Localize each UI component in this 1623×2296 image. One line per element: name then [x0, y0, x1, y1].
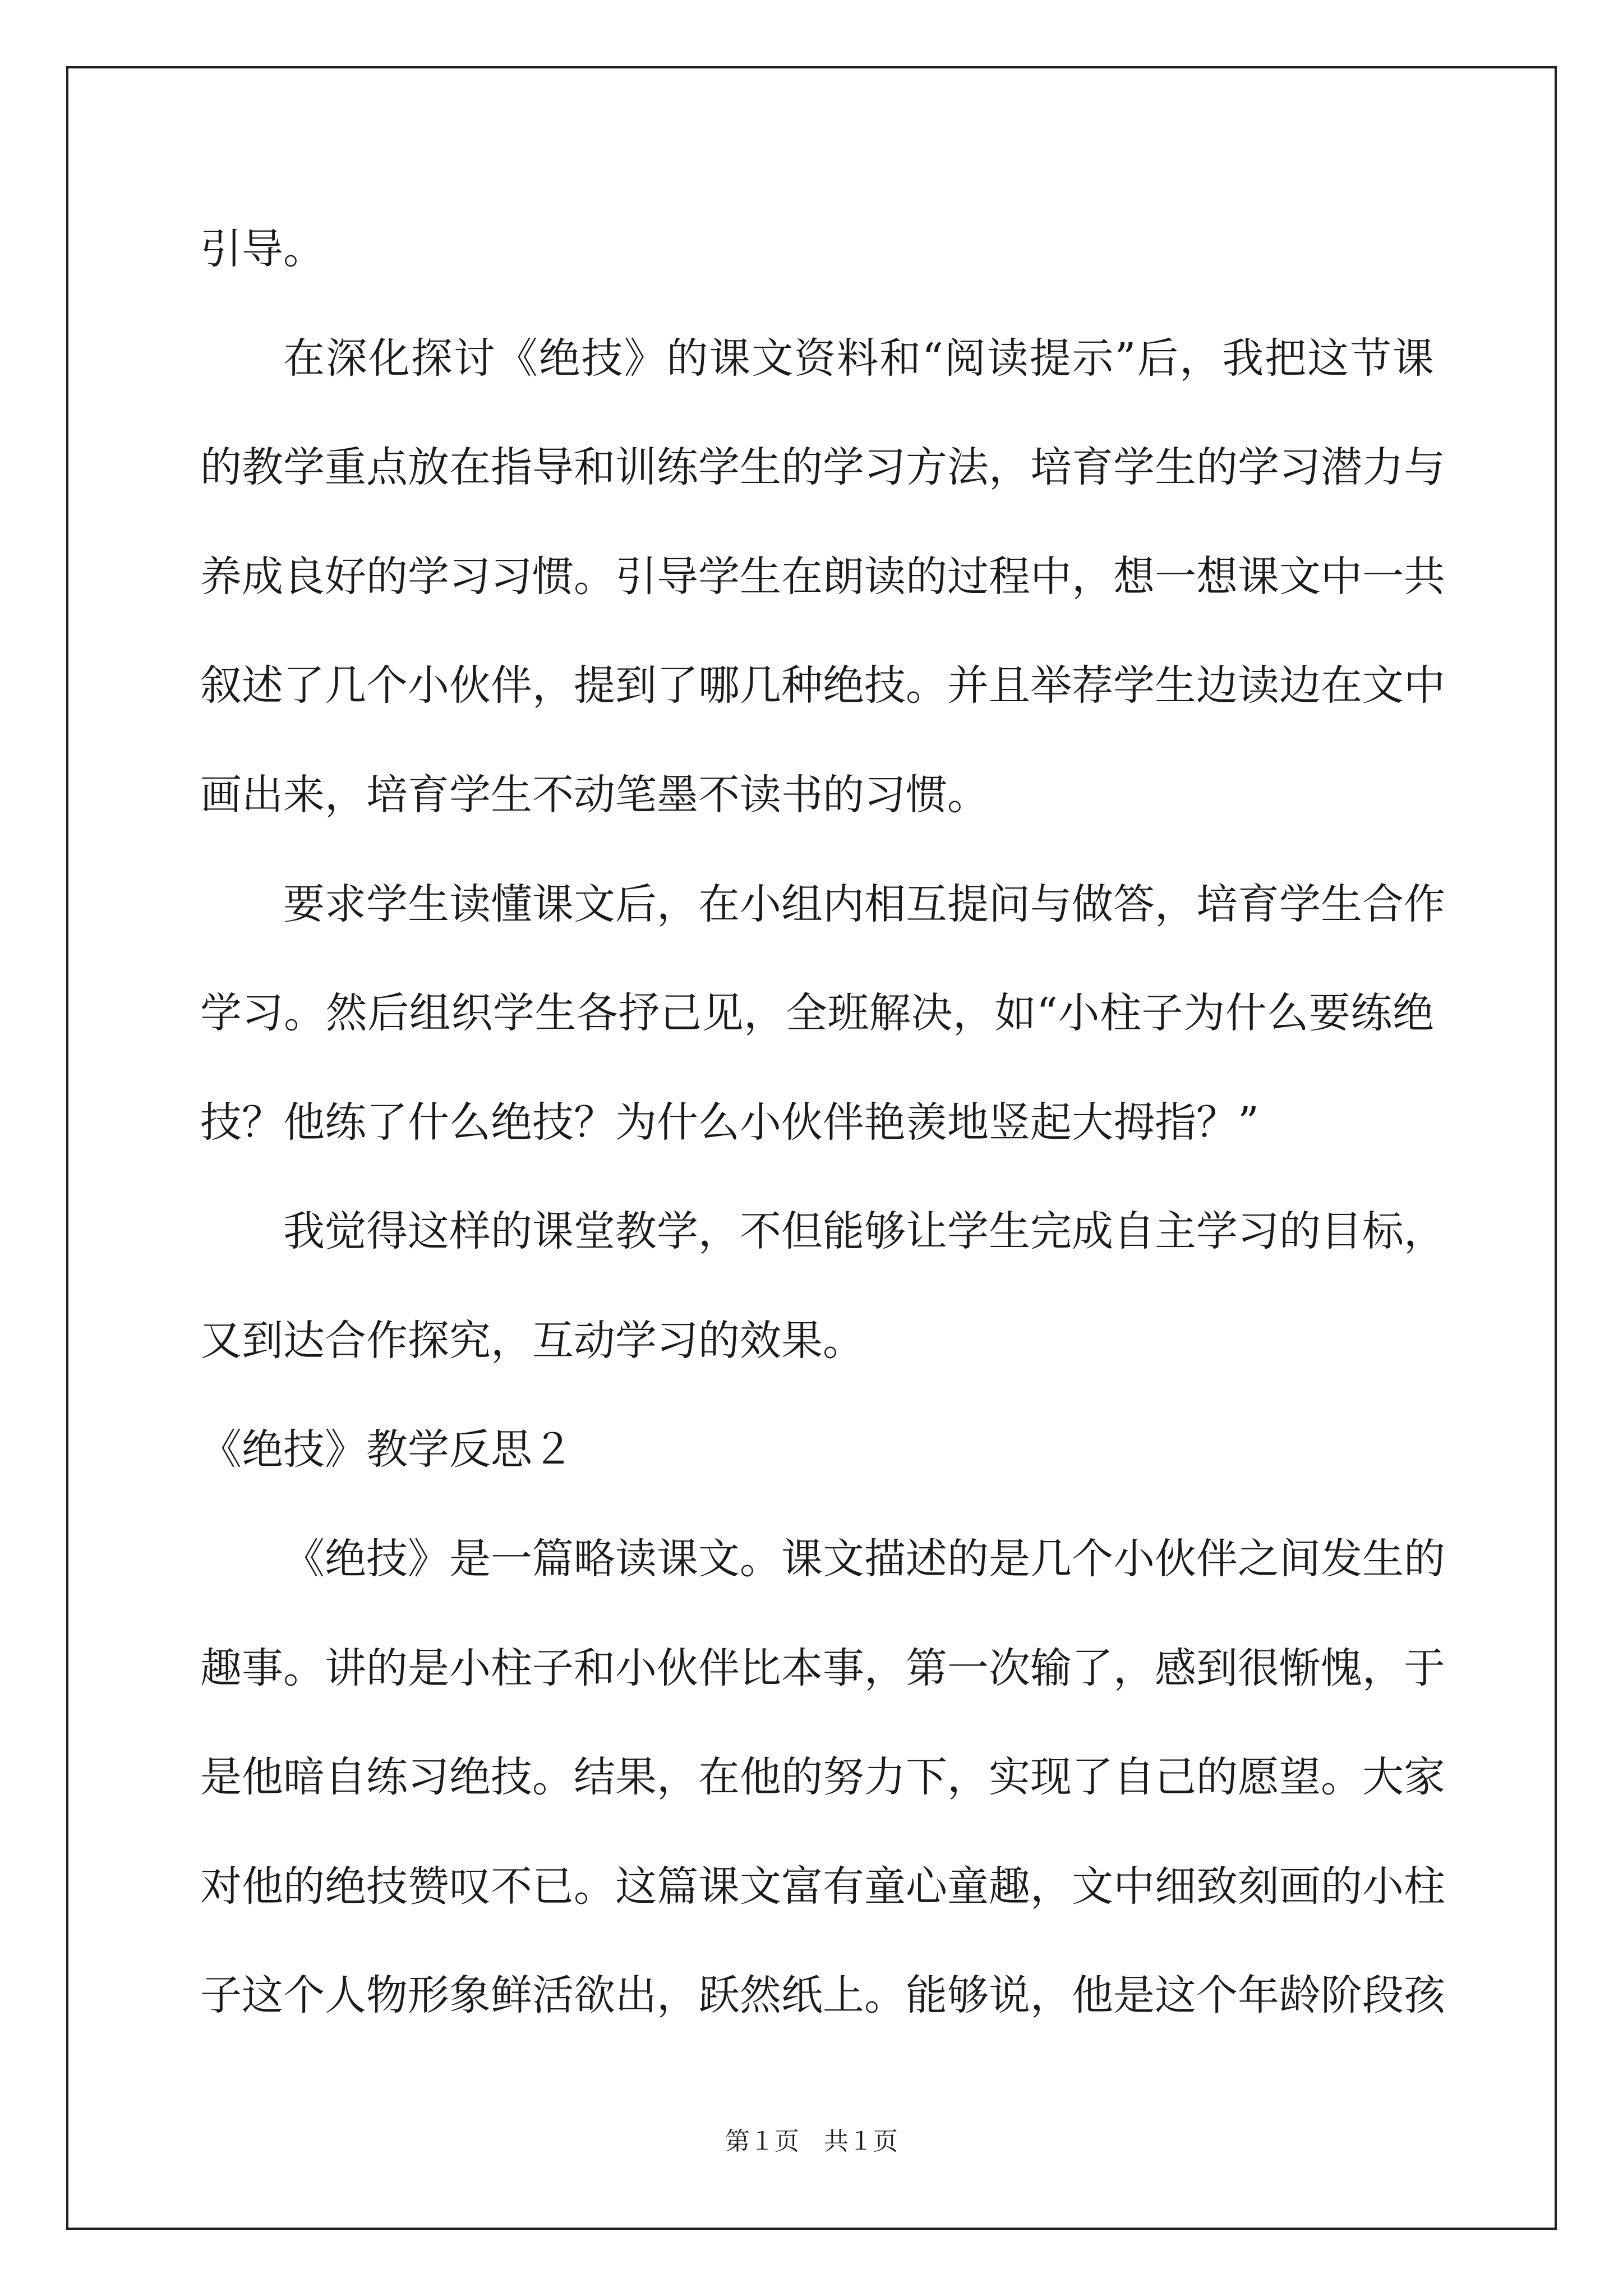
paragraph-first-line: 要求学生读懂课文后，在小组内相互提问与做答，培育学生合作: [283, 880, 1445, 928]
text-line: 的教学重点放在指导和训练学生的学习方法，培育学生的学习潜力与: [200, 443, 1445, 491]
page-footer: 第１页 共１页: [725, 2127, 898, 2156]
text-line: 叙述了几个小伙伴，提到了哪几种绝技。并且举荐学生边读边在文中: [200, 661, 1445, 710]
text-line: 技？他练了什么绝技？为什么小伙伴艳羡地竖起大拇指？”: [200, 1098, 1259, 1147]
text-line: 养成良好的学习习惯。引导学生在朗读的过程中，想一想课文中一共: [200, 553, 1445, 601]
paragraph-first-line: 我觉得这样的课堂教学，不但能够让学生完成自主学习的目标，: [283, 1207, 1445, 1255]
text-line: 引导。: [200, 225, 325, 273]
text-line: 子这个人物形象鲜活欲出，跃然纸上。能够说，他是这个年龄阶段孩: [200, 1971, 1445, 2019]
text-line: 趣事。讲的是小柱子和小伙伴比本事，第一次输了，感到很惭愧，于: [200, 1644, 1445, 1692]
text-line: 对他的绝技赞叹不已。这篇课文富有童心童趣，文中细致刻画的小柱: [200, 1862, 1445, 1911]
text-line: 画出来，培育学生不动笔墨不读书的习惯。: [200, 771, 989, 819]
text-line: 又到达合作探究，互动学习的效果。: [200, 1317, 864, 1365]
paragraph-first-line: 《绝技》是一篇略读课文。课文描述的是几个小伙伴之间发生的: [283, 1535, 1445, 1583]
text-line: 是他暗自练习绝技。结果，在他的努力下，实现了自己的愿望。大家: [200, 1753, 1445, 1801]
paragraph-first-line: 在深化探讨《绝技》的课文资料和“阅读提示”后，我把这节课: [283, 334, 1434, 383]
text-line: 学习。然后组织学生各抒己见，全班解决，如“小柱子为什么要练绝: [200, 989, 1434, 1037]
section-heading: 《绝技》教学反思２: [200, 1425, 574, 1474]
